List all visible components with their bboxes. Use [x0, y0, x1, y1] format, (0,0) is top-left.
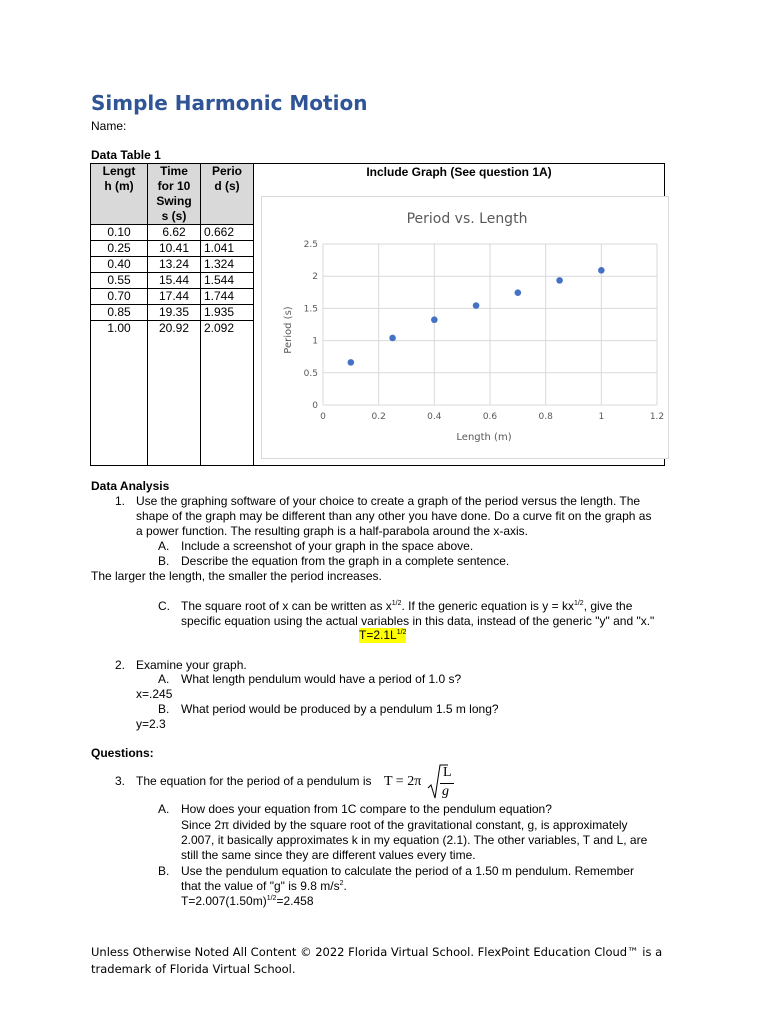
- header-period: Perio d (s): [201, 164, 254, 225]
- q3a-label: A.: [158, 802, 170, 816]
- q1b-text: Describe the equation from the graph in a complete sentence.: [181, 554, 510, 568]
- table-row: 1.00 20.92 2.092: [91, 321, 665, 466]
- answer-2b: y=2.3: [136, 717, 166, 731]
- q3b-text: Use the pendulum equation to calculate the period of a 1.50 m pendulum. Remember: [181, 864, 634, 878]
- q3a-text: How does your equation from 1C compare to the pendulum equation?: [181, 802, 552, 816]
- x-tick-label: 1: [598, 412, 605, 422]
- table-row: 0.40 13.24 1.324: [91, 257, 665, 273]
- q1c-text-line2: specific equation using the actual variables in this data, instead of the generic "y" and "x.": [181, 614, 655, 628]
- answer-1c: $T=2.1L^{1/2}$: [359, 628, 407, 642]
- y-tick-label: 0.5: [303, 368, 318, 379]
- data-point: [473, 302, 480, 309]
- y-axis-label: Period (s): [283, 306, 294, 354]
- q2a-text: What length pendulum would have a period of 1.0 s?: [181, 672, 462, 686]
- table-title: Data Table 1: [91, 148, 161, 162]
- analysis-heading: Data Analysis: [91, 479, 170, 493]
- answer-3b: $T=2.007(1.50m)^{1/2}=2.458$: [181, 894, 314, 908]
- q2-number: 2.: [115, 658, 126, 672]
- chart-title: Period vs. Length: [406, 211, 528, 227]
- x-tick-label: 0.6: [482, 412, 498, 422]
- data-point: [556, 277, 563, 284]
- answer-1b: The larger the length, the smaller the period increases.: [91, 569, 382, 583]
- data-point: [515, 289, 522, 296]
- name-label: Name:: [91, 119, 127, 133]
- answer-2a: x=.245: [136, 687, 173, 701]
- x-tick-label: 0.2: [371, 412, 386, 422]
- y-tick-label: 1: [312, 336, 318, 347]
- footer-line1: Unless Otherwise Noted All Content © 2022 Florida Virtual School. FlexPoint Education Cloud™ is a: [91, 945, 663, 959]
- x-tick-label: 1.2: [649, 412, 665, 422]
- table-row: 0.25 10.41 1.041: [91, 241, 665, 257]
- data-point: [431, 316, 438, 323]
- q2b-label: B.: [158, 702, 170, 716]
- footer-line2: trademark of Florida Virtual School.: [91, 962, 296, 976]
- q3-text: The equation for the period of a pendulum is: [136, 774, 372, 788]
- q1c-label: C.: [158, 599, 170, 613]
- data-point: [348, 359, 355, 366]
- q1-number: 1.: [115, 494, 126, 508]
- y-tick-label: 0: [312, 401, 318, 411]
- table-row: 0.10 6.62 0.662: [91, 225, 665, 241]
- y-tick-label: 2.5: [303, 240, 318, 250]
- x-tick-label: 0.8: [538, 412, 553, 422]
- q1a-text: Include a screenshot of your graph in the space above.: [181, 539, 474, 553]
- x-axis-label: Length (m): [456, 432, 512, 443]
- data-point: [598, 267, 605, 274]
- q3b-text-line2: that the value of "g" is 9.8 $m/s^2$.: [181, 879, 347, 893]
- q1b-label: B.: [158, 554, 170, 568]
- x-tick-label: 0.4: [427, 412, 442, 422]
- q3b-label: B.: [158, 864, 170, 878]
- q2-text: Examine your graph.: [136, 658, 247, 672]
- y-tick-label: 1.5: [303, 304, 318, 315]
- graph-header: Include Graph (See question 1A): [366, 165, 552, 179]
- pendulum-formula: T = 2π L g: [384, 764, 464, 802]
- q2b-text: What period would be produced by a pendulum 1.5 m long?: [181, 702, 499, 716]
- q2a-label: A.: [158, 672, 170, 686]
- q1-text: Use the graphing software of your choice to create a graph of the period versus the length. The shape of the graph may be different than any other you have done. Do a curve fit on the graph as a power function. The resulting graph is a half-parabola around the x-axis.: [136, 494, 652, 538]
- q3-number: 3.: [115, 774, 126, 788]
- data-point: [389, 335, 396, 342]
- table-row: 0.55 15.44 1.544: [91, 273, 665, 289]
- header-time: Time for 10 Swing s (s): [148, 164, 201, 225]
- questions-heading: Questions:: [91, 746, 154, 760]
- answer-3a: Since 2π divided by the square root of the gravitational constant, g, is approximately 2.007, it basically approximates k in my equation (2.1). The other variables, T and L, are still the same since they are different values every time.: [181, 818, 648, 862]
- q1c-text: The square root of x can be written as $x^{1/2}$. If the generic equation is $y = kx^{1/2}$, give the: [181, 599, 633, 613]
- x-tick-label: 0: [320, 412, 326, 422]
- q1a-label: A.: [158, 539, 170, 553]
- table-row: 0.85 19.35 1.935: [91, 305, 665, 321]
- y-tick-label: 2: [312, 272, 318, 283]
- header-length: Lengt h (m): [91, 164, 148, 225]
- period-length-chart: [261, 196, 669, 459]
- page-title: Simple Harmonic Motion: [91, 91, 368, 115]
- table-row: 0.70 17.44 1.744: [91, 289, 665, 305]
- footer: [91, 944, 662, 978]
